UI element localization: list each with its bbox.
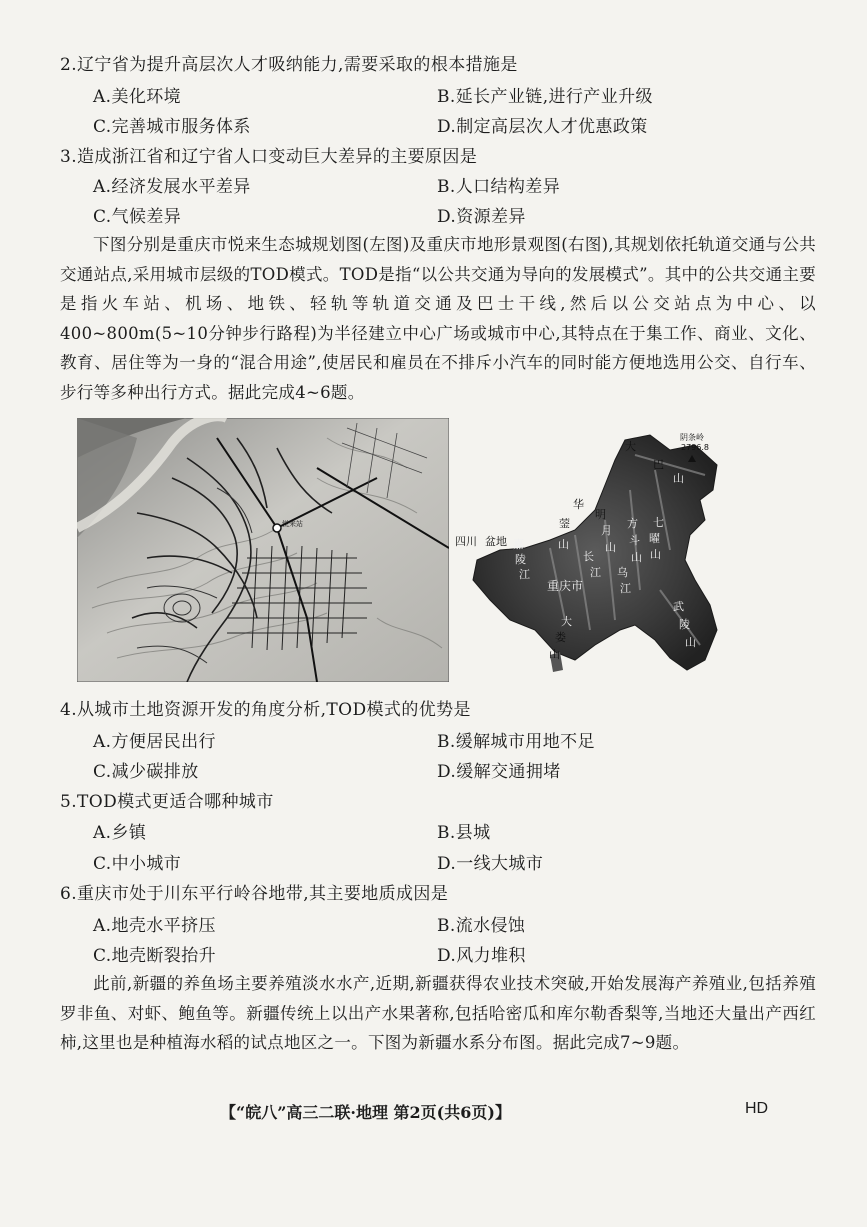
question-5-option-a: A.乡镇 bbox=[93, 823, 147, 843]
passage-xinjiang bbox=[60, 969, 816, 1058]
question-4-option-d: D.缓解交通拥堵 bbox=[437, 762, 561, 782]
question-5-stem: 5.TOD模式更适合哪种城市 bbox=[60, 792, 274, 812]
question-2-option-c: C.完善城市服务体系 bbox=[93, 117, 251, 137]
question-3-option-a: A.经济发展水平差异 bbox=[93, 177, 251, 197]
question-6-option-b: B.流水侵蚀 bbox=[437, 916, 526, 936]
question-4-option-a: A.方便居民出行 bbox=[93, 732, 216, 752]
question-6-option-c: C.地壳断裂抬升 bbox=[93, 946, 217, 966]
label-hua: 华 bbox=[573, 498, 584, 511]
label-sichuan: 四川 bbox=[455, 535, 477, 548]
label-jia: 嘉 bbox=[513, 538, 524, 551]
question-6-option-d: D.风力堆积 bbox=[437, 946, 526, 966]
peak-name: 阴条岭 bbox=[680, 433, 704, 442]
label-fang: 方 bbox=[627, 517, 638, 530]
planning-map-figure bbox=[77, 418, 449, 682]
label-shan-fd: 山 bbox=[631, 551, 642, 564]
question-5-option-b: B.县城 bbox=[437, 823, 491, 843]
label-jiang-wj: 江 bbox=[620, 582, 631, 595]
label-jiang-jl: 江 bbox=[519, 568, 530, 581]
label-dou: 斗 bbox=[629, 534, 640, 547]
terrain-map bbox=[455, 430, 730, 685]
label-qi: 七 bbox=[653, 516, 664, 529]
label-lou: 娄 bbox=[555, 631, 566, 644]
label-yao: 曜 bbox=[649, 532, 660, 545]
question-5-option-d: D.一线大城市 bbox=[437, 854, 544, 874]
footer-code: HD bbox=[745, 1100, 769, 1117]
passage-tod-text: 下图分别是重庆市悦来生态城规划图(左图)及重庆市地形景观图(右图),其规划依托轨道交通与公共交通站点,采用城市层级的TOD模式。TOD是指“以公共交通为导向的发展模式”。其中的公共交通主要是指火车站、机场、地铁、轻轨等轨道交通及巴士干线,然后以公交站点为中心、以400~800m(5~10分钟步行路程)为半径建立中心广场或城市中心,其特点在于集工作、商业、文化、教育、居住等为一身的“混合用途”,使居民和雇员在不排斥小汽车的同时能方便地选用公交、自行车、步行等多种出行方式。据此完成4~6题。 bbox=[60, 235, 816, 402]
question-3-option-b: B.人口结构差异 bbox=[437, 177, 561, 197]
label-ming: 明 bbox=[595, 508, 606, 521]
question-3-option-d: D.资源差异 bbox=[437, 207, 526, 227]
label-daba-2: 巴 bbox=[653, 458, 664, 471]
label-wu: 乌 bbox=[617, 566, 628, 579]
passage-tod bbox=[60, 230, 816, 407]
question-6-stem: 6.重庆市处于川东平行岭谷地带,其主要地质成因是 bbox=[60, 884, 449, 904]
label-chang: 长 bbox=[583, 550, 594, 563]
station-label: 悦来站 bbox=[282, 520, 303, 528]
label-pendi: 盆地 bbox=[485, 535, 507, 548]
footer-title: 【“皖八”高三二联·地理 第2页(共6页)】 bbox=[220, 1103, 511, 1122]
planning-map bbox=[77, 418, 449, 682]
peak-height: 2796.8 bbox=[681, 443, 709, 452]
label-shan-qy: 山 bbox=[650, 548, 661, 561]
question-2-stem: 2.辽宁省为提升高层次人才吸纳能力,需要采取的根本措施是 bbox=[60, 55, 518, 75]
label-wu2: 武 bbox=[673, 600, 684, 613]
question-4-option-b: B.缓解城市用地不足 bbox=[437, 732, 595, 752]
label-daba-1: 大 bbox=[625, 440, 636, 453]
label-shan-wl: 山 bbox=[685, 636, 696, 649]
label-chongqing: 重庆市 bbox=[547, 579, 584, 593]
passage-xinjiang-text: 此前,新疆的养鱼场主要养殖淡水水产,近期,新疆获得农业技术突破,开始发展海产养殖业,包括养殖罗非鱼、对虾、鲍鱼等。新疆传统上以出产水果著称,包括哈密瓜和库尔勒香梨等,当地还大量出产西红柿,这里也是种植海水稻的试点地区之一。下图为新疆水系分布图。据此完成7~9题。 bbox=[60, 974, 816, 1052]
question-2-option-a: A.美化环境 bbox=[93, 87, 182, 107]
label-ling2: 陵 bbox=[679, 618, 690, 631]
question-3-stem: 3.造成浙江省和辽宁省人口变动巨大差异的主要原因是 bbox=[60, 147, 478, 167]
question-6-option-a: A.地壳水平挤压 bbox=[93, 916, 216, 936]
label-daba-3: 山 bbox=[673, 472, 684, 485]
question-3-option-c: C.气候差异 bbox=[93, 207, 182, 227]
question-4-option-c: C.减少碳排放 bbox=[93, 762, 199, 782]
label-ying: 蓥 bbox=[559, 517, 570, 530]
question-4-stem: 4.从城市土地资源开发的角度分析,TOD模式的优势是 bbox=[60, 700, 471, 720]
label-jiang-cj: 江 bbox=[590, 566, 601, 579]
label-shan-dl: 山 bbox=[549, 648, 560, 661]
question-2-option-b: B.延长产业链,进行产业升级 bbox=[437, 87, 653, 107]
label-yue: 月 bbox=[601, 524, 612, 537]
label-da-l: 大 bbox=[561, 615, 572, 628]
label-ling: 陵 bbox=[515, 553, 526, 566]
question-2-option-d: D.制定高层次人才优惠政策 bbox=[437, 117, 648, 137]
label-shan-hy: 山 bbox=[558, 538, 569, 551]
terrain-map-figure bbox=[455, 430, 730, 685]
question-5-option-c: C.中小城市 bbox=[93, 854, 182, 874]
label-shan-my: 山 bbox=[605, 541, 616, 554]
